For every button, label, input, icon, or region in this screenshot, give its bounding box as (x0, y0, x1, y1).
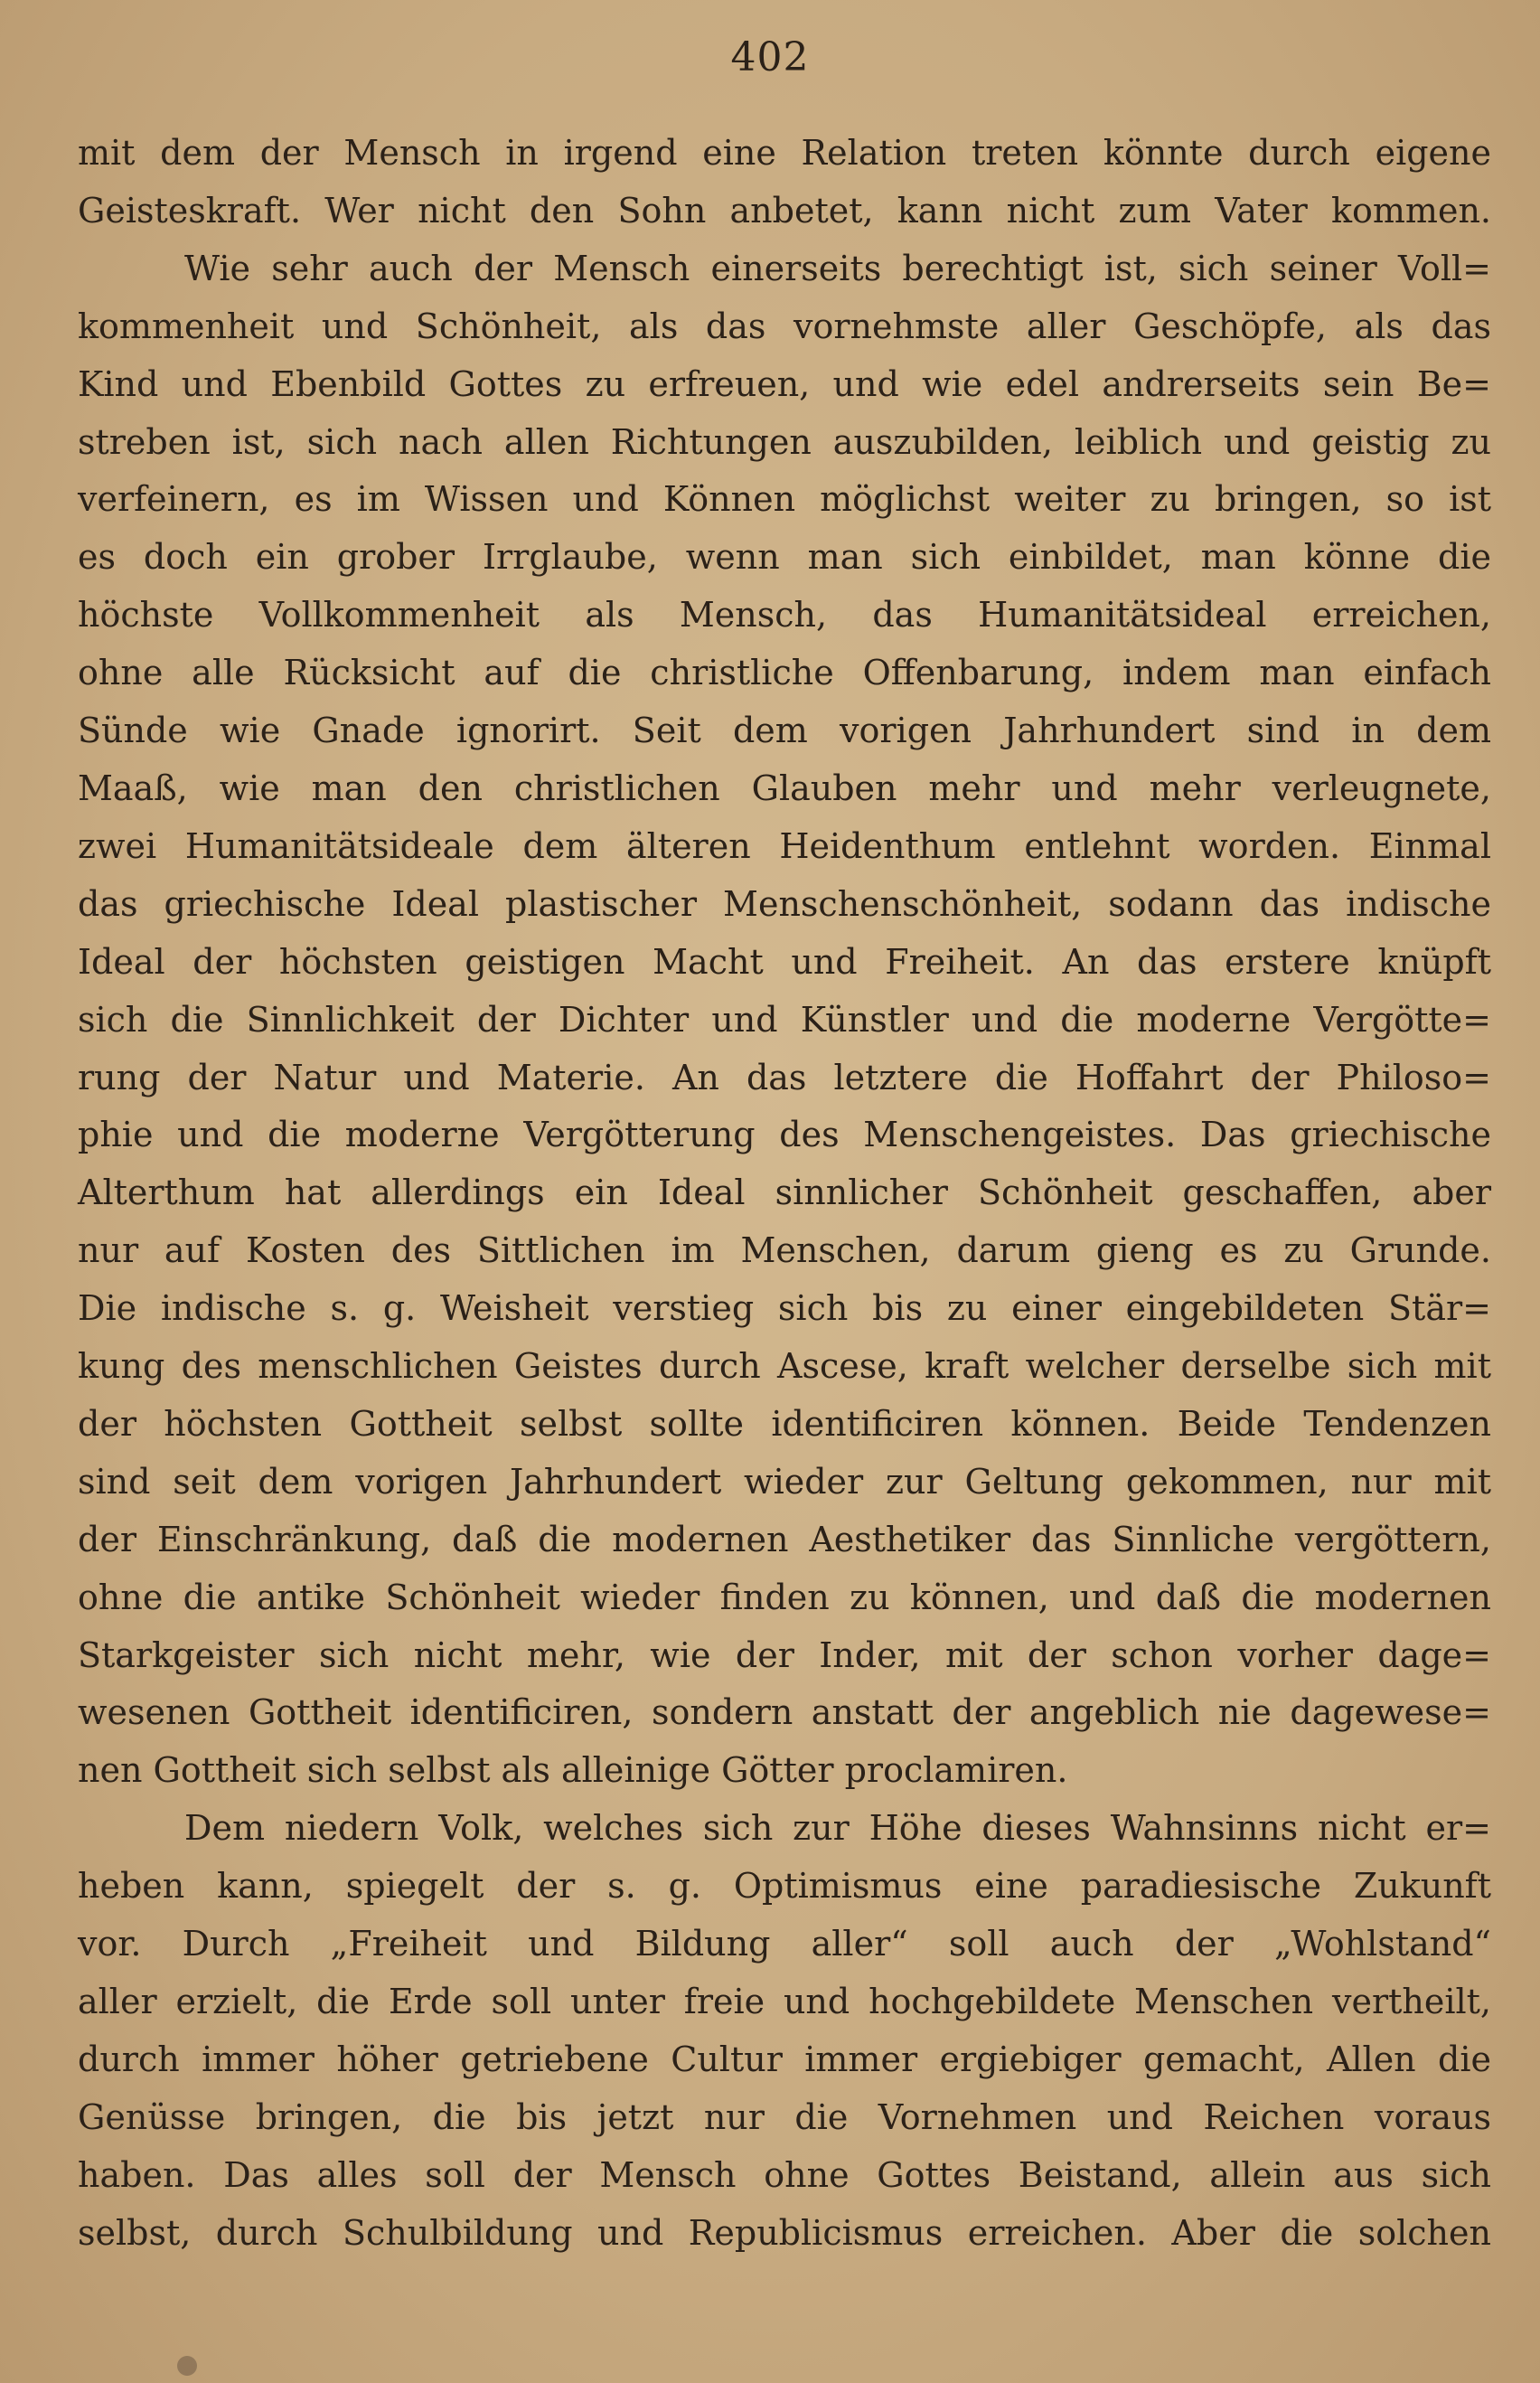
text-line: phie und die moderne Vergötterung des Menschengeistes. Das griechische (78, 1115, 1491, 1155)
text-line: Geisteskraft. Wer nicht den Sohn anbetet, kann nicht zum Vater kommen. (78, 190, 1491, 231)
text-line: es doch ein grober Irrglaube, wenn man sich einbildet, man könne die (78, 537, 1491, 578)
text-line: nur auf Kosten des Sittlichen im Menschen, darum gieng es zu Grunde. (78, 1230, 1491, 1271)
text-line: sich die Sinnlichkeit der Dichter und Künstler und die moderne Vergötte= (78, 999, 1491, 1040)
text-line: Die indische s. g. Weisheit verstieg sich bis zu einer eingebildeten Stär= (78, 1288, 1491, 1329)
text-line: Sünde wie Gnade ignorirt. Seit dem vorigen Jahrhundert sind in dem (78, 711, 1491, 751)
text-line: verfeinern, es im Wissen und Können möglichst weiter zu bringen, so ist (78, 479, 1491, 520)
paragraph (78, 1800, 1491, 2262)
text-line: haben. Das alles soll der Mensch ohne Gottes Beistand, allein aus sich (78, 2154, 1491, 2195)
text-line: der Einschränkung, daß die modernen Aesthetiker das Sinnliche vergöttern, (78, 1519, 1491, 1559)
text-line: heben kann, spiegelt der s. g. Optimismus eine paradiesische Zukunft (78, 1866, 1491, 1907)
text-line: zwei Humanitätsideale dem älteren Heidenthum entlehnt worden. Einmal (78, 825, 1491, 866)
text-line: Dem niedern Volk, welches sich zur Höhe dieses Wahnsinns nicht er= (184, 1808, 1491, 1849)
text-line: vor. Durch „Freiheit und Bildung aller“ soll auch der „Wohlstand“ (78, 1924, 1491, 1964)
page-number: 402 (730, 34, 810, 80)
text-line: mit dem der Mensch in irgend eine Relation treten könnte durch eigene (78, 133, 1491, 173)
text-line: Ideal der höchsten geistigen Macht und Freiheit. An das erstere knüpft (78, 941, 1491, 982)
body-text (78, 125, 1491, 2263)
paragraph (78, 240, 1491, 1800)
text-line: das griechische Ideal plastischer Menschenschönheit, sodann das indische (78, 883, 1491, 924)
text-line: nen Gottheit sich selbst als alleinige Götter proclamiren. (78, 1750, 1068, 1791)
text-line: kommenheit und Schönheit, als das vornehmste aller Geschöpfe, als das (78, 306, 1491, 346)
text-line: selbst, durch Schulbildung und Republicismus erreichen. Aber die solchen (78, 2212, 1491, 2253)
text-line: Kind und Ebenbild Gottes zu erfreuen, und wie edel andrerseits sein Be= (78, 363, 1491, 404)
text-line: durch immer höher getriebene Cultur immer ergiebiger gemacht, Allen die (78, 2039, 1491, 2079)
text-line: rung der Natur und Materie. An das letztere die Hoffahrt der Philoso= (78, 1057, 1491, 1097)
text-line: ohne alle Rücksicht auf die christliche Offenbarung, indem man einfach (78, 653, 1491, 693)
text-line: Genüsse bringen, die bis jetzt nur die Vornehmen und Reichen voraus (78, 2096, 1491, 2137)
text-line: sind seit dem vorigen Jahrhundert wieder zur Geltung gekommen, nur mit (78, 1461, 1491, 1502)
text-line: aller erzielt, die Erde soll unter freie und hochgebildete Menschen vertheilt, (78, 1982, 1491, 2021)
text-line: wesenen Gottheit identificiren, sondern anstatt der angeblich nie dagewese= (78, 1692, 1491, 1733)
text-line: Starkgeister sich nicht mehr, wie der Inder, mit der schon vorher dage= (78, 1634, 1491, 1675)
text-line: der höchsten Gottheit selbst sollte identificiren können. Beide Tendenzen (78, 1403, 1491, 1444)
text-line: streben ist, sich nach allen Richtungen auszubilden, leiblich und geistig zu (78, 421, 1491, 462)
text-line: Wie sehr auch der Mensch einerseits berechtigt ist, sich seiner Voll= (184, 248, 1491, 288)
text-line: höchste Vollkommenheit als Mensch, das Humanitätsideal erreichen, (78, 595, 1491, 636)
text-line: ohne die antike Schönheit wieder finden zu können, und daß die modernen (78, 1577, 1491, 1617)
text-line: Maaß, wie man den christlichen Glauben mehr und mehr verleugnete, (78, 768, 1491, 808)
ink-stain (177, 2356, 197, 2376)
text-line: kung des menschlichen Geistes durch Ascese, kraft welcher derselbe sich mit (78, 1346, 1491, 1387)
paragraph (78, 125, 1491, 240)
text-line: Alterthum hat allerdings ein Ideal sinnlicher Schönheit geschaffen, aber (78, 1173, 1491, 1213)
